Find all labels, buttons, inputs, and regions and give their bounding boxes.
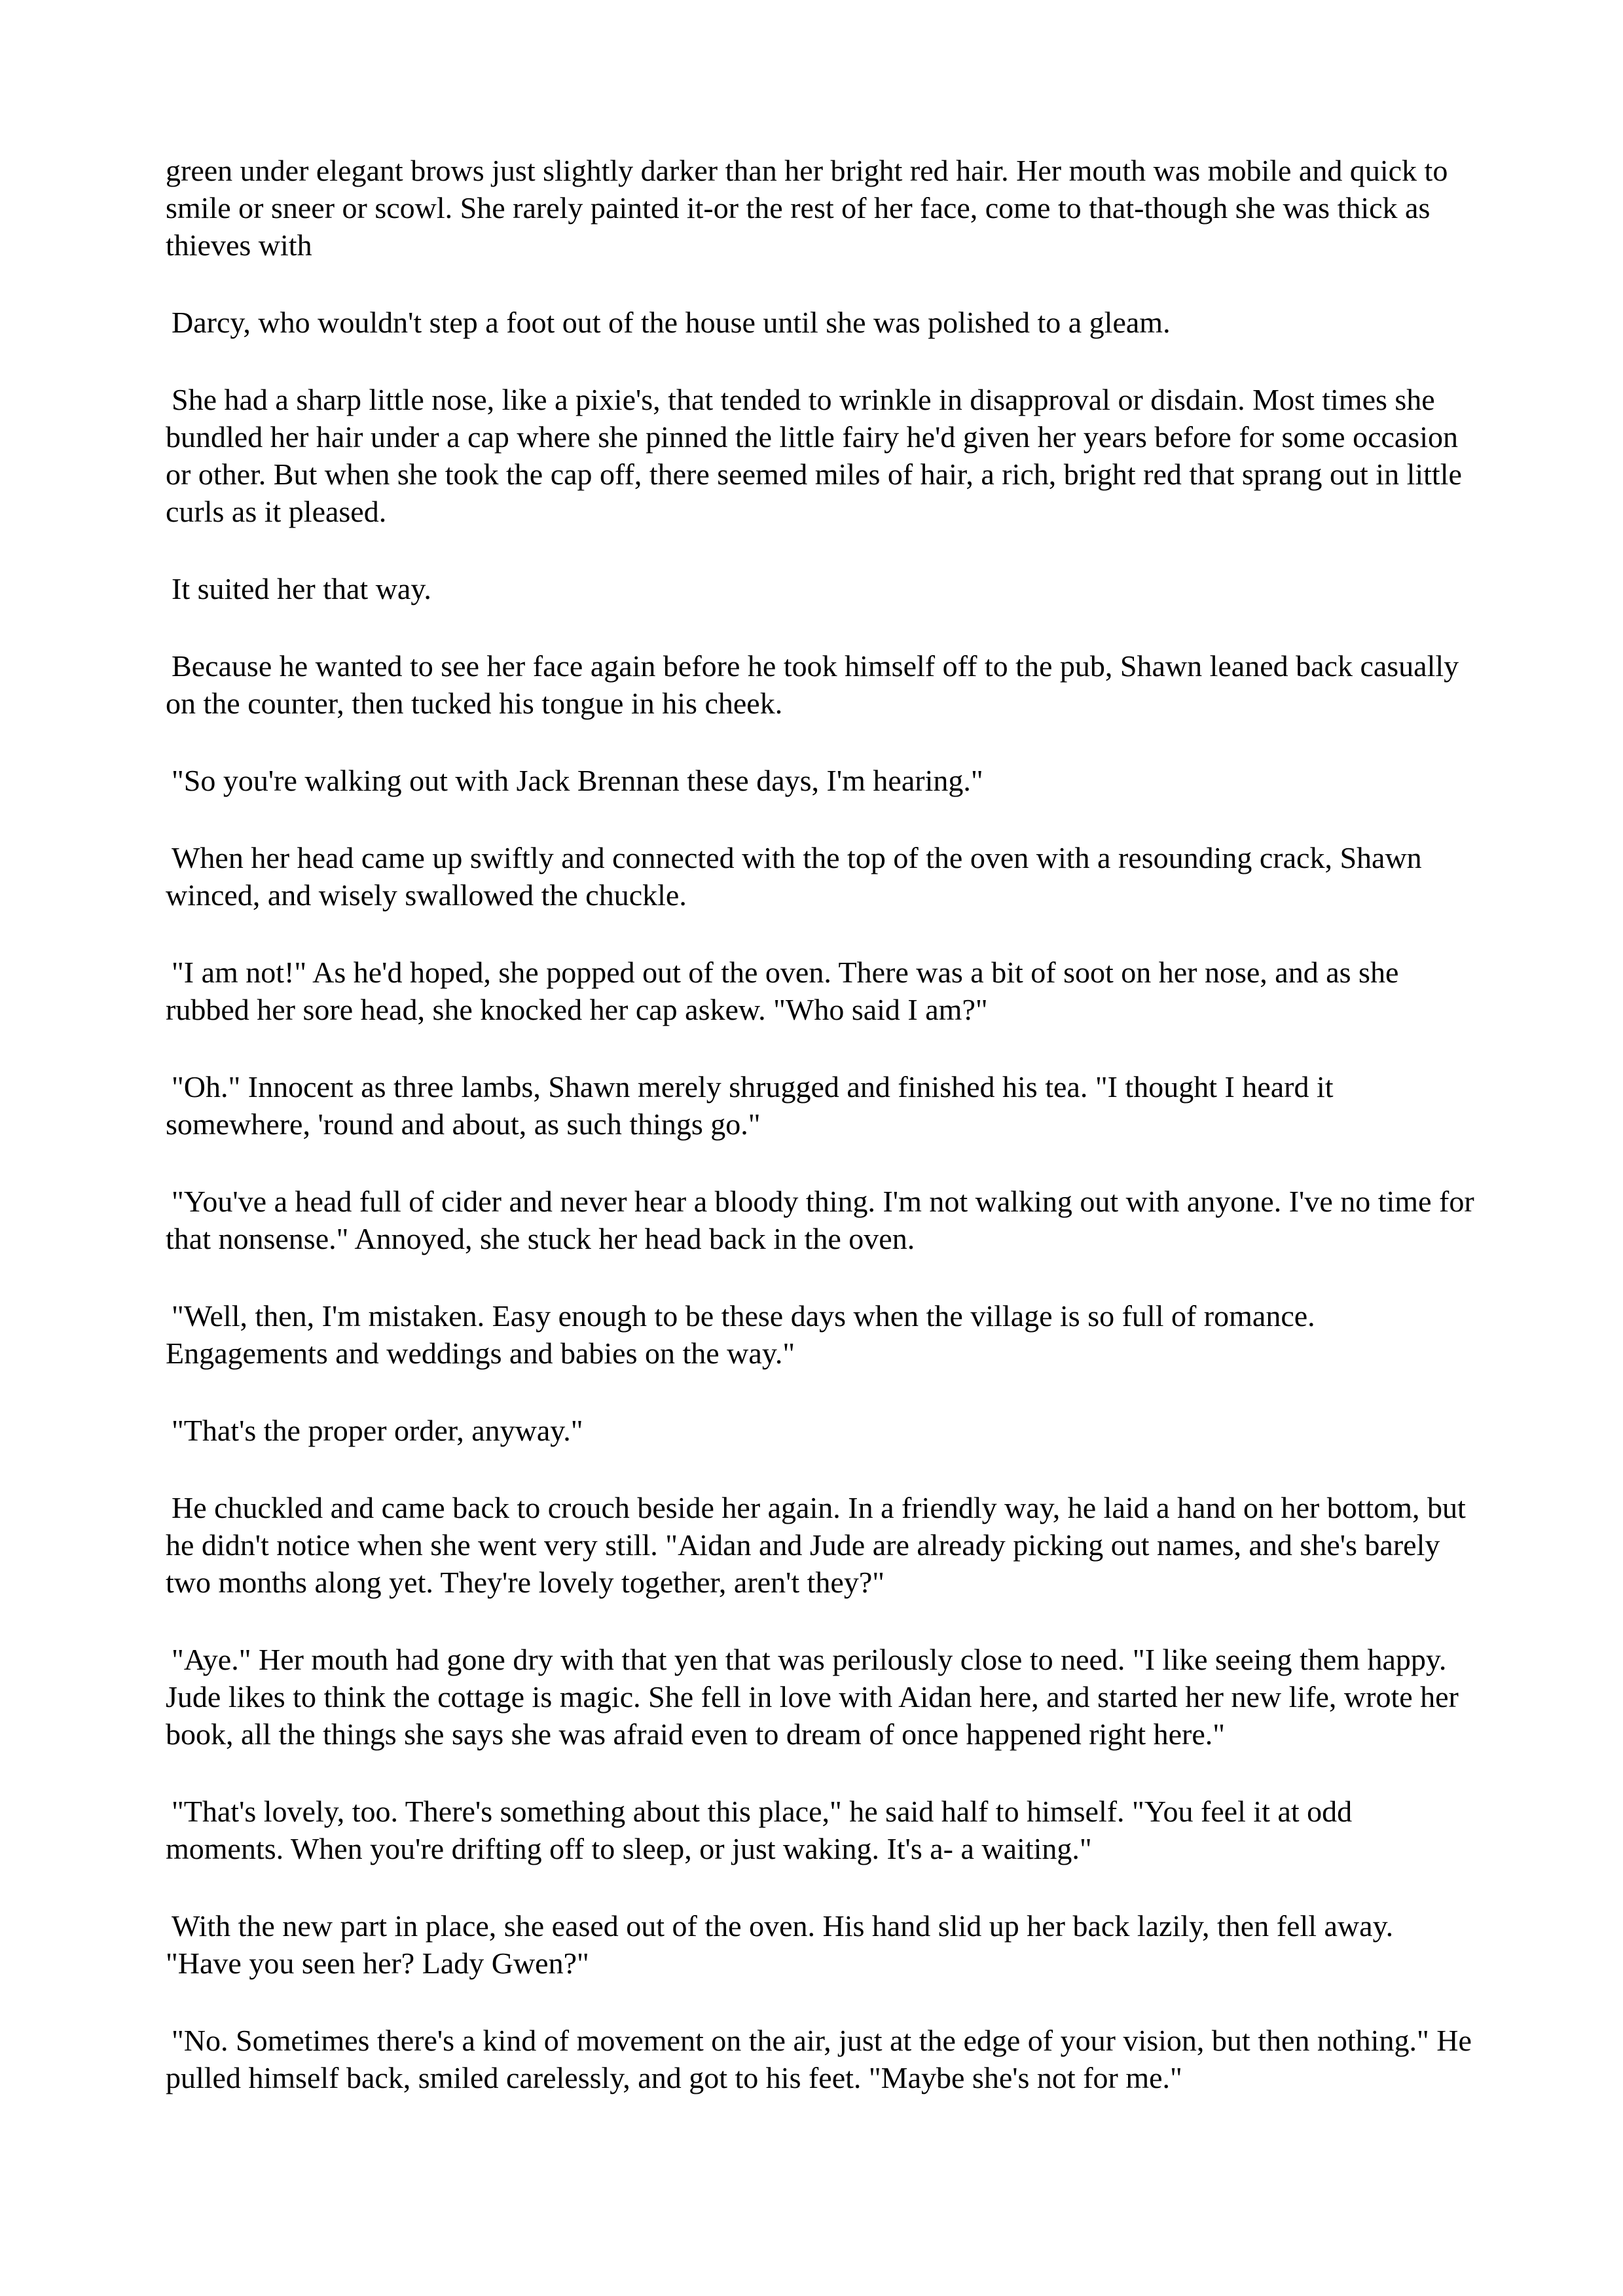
paragraph: "I am not!" As he'd hoped, she popped out of the oven. There was a bit of soot on her nose, and as she rubbed her sore head, she knocked her cap askew. "Who said I am?" bbox=[166, 956, 1399, 1026]
paragraph: It suited her that way. bbox=[172, 572, 431, 605]
paragraph: "That's lovely, too. There's something about this place," he said half to himself. "You feel it at odd moments. When you're drifting off to sleep, or just waking. It's a- a waiting." bbox=[166, 1795, 1353, 1865]
paragraph: "Aye." Her mouth had gone dry with that yen that was perilously close to need. "I like seeing them happy. Jude likes to think the cottage is magic. She fell in love with Aidan here, and started her new life, wrote her book, all the things she says she was afraid even to dream of once happened right here." bbox=[166, 1643, 1459, 1751]
paragraph: "You've a head full of cider and never hear a bloody thing. I'm not walking out with anyone. I've no time for that nonsense." Annoyed, she stuck her head back in the oven. bbox=[166, 1185, 1474, 1255]
paragraph: "Oh." Innocent as three lambs, Shawn merely shrugged and finished his tea. "I thought I heard it somewhere, 'round and about, as such things go." bbox=[166, 1070, 1334, 1141]
paragraph: When her head came up swiftly and connected with the top of the oven with a resounding crack, Shawn winced, and wisely swallowed the chuckle. bbox=[166, 841, 1422, 912]
paragraph: "No. Sometimes there's a kind of movement on the air, just at the edge of your vision, but then nothing." He pulled himself back, smiled carelessly, and got to his feet. "Maybe she's not for me." bbox=[166, 2024, 1472, 2094]
document-page bbox=[166, 152, 1475, 2136]
paragraph: "Well, then, I'm mistaken. Easy enough to be these days when the village is so full of romance. Engagements and weddings and babies on the way." bbox=[166, 1299, 1315, 1370]
paragraph: He chuckled and came back to crouch beside her again. In a friendly way, he laid a hand on her bottom, but he didn't notice when she went very still. "Aidan and Jude are already picking out names, and she's barely two months along yet. They're lovely together, aren't they?" bbox=[166, 1491, 1466, 1599]
paragraph: She had a sharp little nose, like a pixie's, that tended to wrinkle in disapproval or disdain. Most times she bundled her hair under a cap where she pinned the little fairy he'd given her years before for some occasion or other. But when she took the cap off, there seemed miles of hair, a rich, bright red that sprang out in little curls as it pleased. bbox=[166, 383, 1462, 528]
paragraph: "That's the proper order, anyway." bbox=[172, 1414, 583, 1447]
paragraph: Because he wanted to see her face again before he took himself off to the pub, Shawn leaned back casually on the counter, then tucked his tongue in his cheek. bbox=[166, 649, 1459, 720]
paragraph: Darcy, who wouldn't step a foot out of the house until she was polished to a gleam. bbox=[172, 306, 1171, 339]
paragraph: green under elegant brows just slightly darker than her bright red hair. Her mouth was mobile and quick to smile or sneer or scowl. She rarely painted it-or the rest of her face, come to that-though she was thick as thieves with bbox=[166, 154, 1448, 262]
paragraph: With the new part in place, she eased out of the oven. His hand slid up her back lazily, then fell away. "Have you seen her? Lady Gwen?" bbox=[166, 1909, 1394, 1980]
paragraph: "So you're walking out with Jack Brennan these days, I'm hearing." bbox=[172, 764, 983, 797]
